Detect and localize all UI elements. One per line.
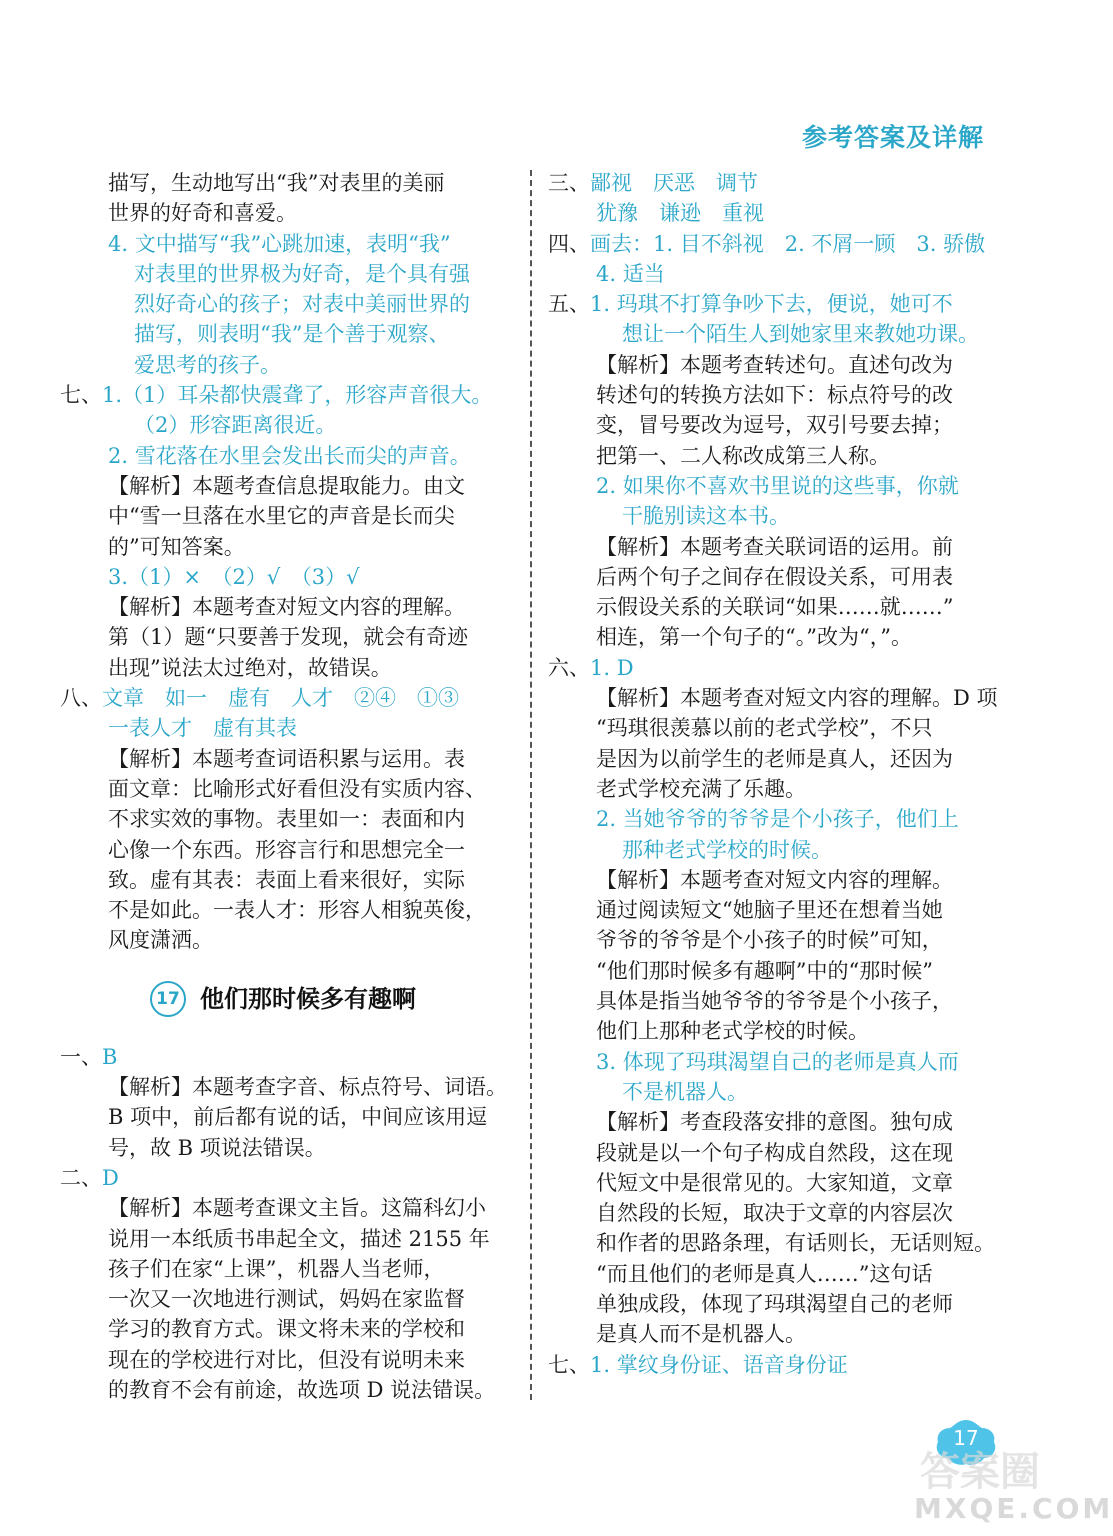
answer-line — [548, 1168, 996, 1198]
explanation-text: 后两个句子之间存在假设关系，可用表 — [596, 564, 953, 589]
right-column — [548, 168, 996, 1380]
answer-line — [60, 259, 508, 289]
answer-line — [60, 1042, 508, 1072]
answer-line — [60, 895, 508, 925]
lesson-title: 他们那时候多有趣啊 — [200, 984, 416, 1013]
answer-line — [548, 380, 996, 410]
answer-line — [548, 804, 996, 834]
answer-line — [60, 774, 508, 804]
explanation-text: 的教育不会有前途，故选项 D 说法错误。 — [108, 1377, 496, 1402]
left-column — [60, 168, 508, 1405]
column-divider — [530, 170, 532, 1400]
answer-line — [60, 289, 508, 319]
answer-line — [60, 1163, 508, 1193]
answer-line — [548, 835, 996, 865]
answer-text: 想让一个陌生人到她家里来教她功课。 — [622, 322, 979, 347]
section-header-title: 参考答案及详解 — [801, 123, 984, 152]
answer-line — [548, 289, 996, 319]
answer-line — [548, 925, 996, 955]
answer-line — [60, 350, 508, 380]
answer-line — [60, 1193, 508, 1223]
answer-line — [60, 804, 508, 834]
answer-line — [60, 532, 508, 562]
answer-line — [60, 835, 508, 865]
answer-line — [60, 1375, 508, 1405]
answer-line — [548, 410, 996, 440]
answer-line — [548, 986, 996, 1016]
answer-line — [548, 319, 996, 349]
answer-line — [60, 1102, 508, 1132]
explanation-text: 【解析】本题考查对短文内容的理解。D 项 — [596, 686, 998, 711]
explanation-text: 自然段的长短，取决于文章的内容层次 — [596, 1201, 953, 1226]
question-number: 一、 — [60, 1044, 102, 1069]
left-answers-part-1 — [60, 168, 508, 956]
question-number: 二、 — [60, 1165, 102, 1190]
explanation-text: 不求实效的事物。表里如一：表面和内 — [108, 807, 465, 832]
explanation-text: 示假设关系的关联词“如果……就……” — [596, 595, 954, 620]
explanation-text: 描写，生动地写出“我”对表里的美丽 — [108, 171, 445, 195]
answer-line — [60, 865, 508, 895]
answer-line — [60, 744, 508, 774]
explanation-text: 【解析】本题考查转述句。直述句改为 — [596, 352, 953, 377]
explanation-text: 不是如此。一表人才：形容人相貌英俊， — [108, 898, 486, 923]
explanation-text: 段就是以一个句子构成自然段，这在现 — [596, 1140, 953, 1165]
answer-text: 那种老式学校的时候。 — [622, 837, 832, 862]
answer-text: 4. 文中描写“我”心跳加速，表明“我” — [108, 231, 451, 256]
explanation-text: 是因为以前学生的老师是真人，还因为 — [596, 746, 953, 771]
answer-line — [548, 1077, 996, 1107]
answer-line — [548, 1107, 996, 1137]
answer-text: 画去：1. 目不斜视 2. 不屑一顾 3. 骄傲 — [590, 231, 986, 256]
answer-line — [548, 229, 996, 259]
answer-text: 2. 如果你不喜欢书里说的这些事，你就 — [596, 473, 959, 498]
explanation-text: 出现”说法太过绝对，故错误。 — [108, 655, 392, 680]
explanation-text: 【解析】本题考查对短文内容的理解。 — [596, 867, 953, 892]
answer-text: 文章 如一 虚有 人才 ②④ ①③ — [102, 686, 459, 711]
explanation-text: 【解析】本题考查关联词语的运用。前 — [596, 534, 953, 559]
explanation-text: 变，冒号要改为逗号，双引号要去掉； — [596, 413, 953, 438]
answer-line — [60, 1284, 508, 1314]
answer-line — [60, 1072, 508, 1102]
answer-line — [548, 653, 996, 683]
explanation-text: 一次又一次地进行测试，妈妈在家监督 — [108, 1287, 465, 1312]
explanation-text: 第（1）题“只要善于发现，就会有奇迹 — [108, 625, 469, 650]
answer-line — [60, 1314, 508, 1344]
answer-text: 3.（1）× （2）√ （3）√ — [108, 564, 360, 589]
answer-line — [60, 592, 508, 622]
answer-text: 不是机器人。 — [622, 1079, 748, 1104]
answer-line — [60, 441, 508, 471]
answer-line — [548, 895, 996, 925]
explanation-text: 和作者的思路条理，有话则长，无话则短。 — [596, 1231, 995, 1256]
explanation-text: 【解析】本题考查词语积累与运用。表 — [108, 746, 465, 771]
answer-text: 4. 适当 — [596, 261, 665, 286]
answer-line — [548, 1259, 996, 1289]
explanation-text: “他们那时候多有趣啊”中的“那时候” — [596, 958, 933, 983]
answer-line — [548, 1319, 996, 1349]
answer-line — [548, 1198, 996, 1228]
explanation-text: 他们上那种老式学校的时候。 — [596, 1019, 869, 1044]
answer-line — [548, 168, 996, 198]
answer-line — [60, 1345, 508, 1375]
answer-line — [60, 410, 508, 440]
answer-line — [60, 1254, 508, 1284]
answer-line — [60, 622, 508, 652]
explanation-text: 【解析】本题考查课文主旨。这篇科幻小 — [108, 1196, 486, 1221]
explanation-text: 把第一、二人称改成第三人称。 — [596, 443, 890, 468]
answer-line — [60, 713, 508, 743]
answer-line — [548, 774, 996, 804]
question-number: 五、 — [548, 292, 590, 317]
answer-line — [60, 1133, 508, 1163]
answer-text: 鄙视 厌恶 调节 — [590, 171, 758, 195]
answer-line — [60, 380, 508, 410]
explanation-text: “玛琪很羡慕以前的老式学校”，不只 — [596, 716, 933, 741]
answer-line — [548, 532, 996, 562]
answer-text: 1. 玛琪不打算争吵下去，便说，她可不 — [590, 292, 953, 317]
explanation-text: 代短文中是很常见的。大家知道，文章 — [596, 1170, 953, 1195]
answer-text: 1.（1）耳朵都快震聋了，形容声音很大。 — [102, 383, 493, 408]
question-number: 六、 — [548, 655, 590, 680]
answer-line — [60, 168, 508, 198]
explanation-text: 相连，第一个句子的“。”改为“，”。 — [596, 625, 912, 650]
explanation-text: 号，故 B 项说法错误。 — [108, 1135, 326, 1160]
answer-line — [60, 229, 508, 259]
left-answers-part-2 — [60, 1042, 508, 1406]
explanation-text: 中“雪一旦落在水里它的声音是长而尖 — [108, 504, 455, 529]
watermark-url: MXQE.COM — [914, 1492, 1113, 1525]
explanation-text: 学习的教育方式。课文将未来的学校和 — [108, 1317, 465, 1342]
answer-line — [60, 198, 508, 228]
answer-line — [548, 956, 996, 986]
explanation-text: 转述句的转换方法如下：标点符号的改 — [596, 383, 953, 408]
answer-line — [60, 1224, 508, 1254]
answer-line — [60, 562, 508, 592]
answer-line — [548, 1350, 996, 1380]
answer-line — [548, 622, 996, 652]
answer-line — [548, 198, 996, 228]
answer-line — [548, 562, 996, 592]
right-answers — [548, 168, 996, 1380]
lesson-heading — [60, 956, 508, 1042]
answer-text: 3. 体现了玛琪渴望自己的老师是真人而 — [596, 1049, 959, 1074]
answer-text: 1. 掌纹身份证、语音身份证 — [590, 1352, 848, 1377]
explanation-text: 世界的好奇和喜爱。 — [108, 201, 297, 226]
answer-line — [548, 1016, 996, 1046]
answer-text: 爱思考的孩子。 — [134, 352, 281, 377]
explanation-text: 的”可知答案。 — [108, 534, 245, 559]
answer-text: 1. D — [590, 655, 634, 680]
explanation-text: B 项中，前后都有说的话，中间应该用逗 — [108, 1105, 488, 1130]
answer-text: 干脆别读这本书。 — [622, 504, 790, 529]
answer-line — [548, 1047, 996, 1077]
answer-line — [548, 471, 996, 501]
answer-line — [60, 925, 508, 955]
answer-text: B — [102, 1044, 118, 1069]
answer-text: （2）形容距离很近。 — [134, 413, 337, 438]
answer-text: D — [102, 1165, 119, 1190]
explanation-text: 单独成段，体现了玛琪渴望自己的老师 — [596, 1291, 953, 1316]
explanation-text: 通过阅读短文“她脑子里还在想着当她 — [596, 898, 943, 923]
page-number: 17 — [953, 1426, 979, 1450]
answer-line — [548, 441, 996, 471]
explanation-text: 是真人而不是机器人。 — [596, 1322, 806, 1347]
question-number: 八、 — [60, 686, 102, 711]
explanation-text: 老式学校充满了乐趣。 — [596, 776, 806, 801]
answer-text: 对表里的世界极为好奇，是个具有强 — [134, 261, 470, 286]
answer-line — [548, 592, 996, 622]
question-number: 三、 — [548, 171, 590, 195]
explanation-text: 致。虚有其表：表面上看来很好，实际 — [108, 867, 465, 892]
answer-line — [548, 683, 996, 713]
explanation-text: 【解析】本题考查对短文内容的理解。 — [108, 595, 465, 620]
answer-line — [60, 653, 508, 683]
explanation-text: 现在的学校进行对比，但没有说明未来 — [108, 1347, 465, 1372]
answer-line — [60, 683, 508, 713]
explanation-text: 【解析】考查段落安排的意图。独句成 — [596, 1110, 953, 1135]
answer-line — [548, 744, 996, 774]
explanation-text: 面文章：比喻形式好看但没有实质内容、 — [108, 776, 486, 801]
question-number: 七、 — [548, 1352, 590, 1377]
answer-line — [548, 501, 996, 531]
explanation-text: 【解析】本题考查字音、标点符号、词语。 — [108, 1075, 507, 1100]
explanation-text: 风度潇洒。 — [108, 928, 213, 953]
answer-line — [548, 259, 996, 289]
answer-line — [60, 471, 508, 501]
answer-line — [548, 713, 996, 743]
explanation-text: 心像一个东西。形容言行和思想完全一 — [108, 837, 465, 862]
answer-line — [60, 319, 508, 349]
answer-text: 烈好奇心的孩子；对表中美丽世界的 — [134, 292, 470, 317]
answer-text: 2. 当她爷爷的爷爷是个小孩子，他们上 — [596, 807, 959, 832]
question-number: 四、 — [548, 231, 590, 256]
answer-line — [548, 350, 996, 380]
answer-line — [548, 1228, 996, 1258]
answer-line — [548, 865, 996, 895]
answer-line — [548, 1138, 996, 1168]
explanation-text: 爷爷的爷爷是个小孩子的时候”可知， — [596, 928, 943, 953]
explanation-text: 孩子们在家“上课”，机器人当老师， — [108, 1256, 445, 1281]
explanation-text: “而且他们的老师是真人……”这句话 — [596, 1261, 933, 1286]
answer-text: 2. 雪花落在水里会发出长而尖的声音。 — [108, 443, 471, 468]
answer-text: 描写，则表明“我”是个善于观察、 — [134, 322, 450, 347]
question-number: 七、 — [60, 383, 102, 408]
answer-text: 一表人才 虚有其表 — [108, 716, 297, 741]
answer-line — [548, 1289, 996, 1319]
explanation-text: 具体是指当她爷爷的爷爷是个小孩子， — [596, 989, 953, 1014]
answer-line — [60, 501, 508, 531]
answer-text: 犹豫 谦逊 重视 — [596, 201, 764, 226]
watermark-logo: 答案圈 — [920, 1449, 1040, 1495]
lesson-number-badge: 17 — [150, 981, 186, 1017]
explanation-text: 说用一本纸质书串起全文，描述 2155 年 — [108, 1226, 490, 1251]
explanation-text: 【解析】本题考查信息提取能力。由文 — [108, 473, 465, 498]
